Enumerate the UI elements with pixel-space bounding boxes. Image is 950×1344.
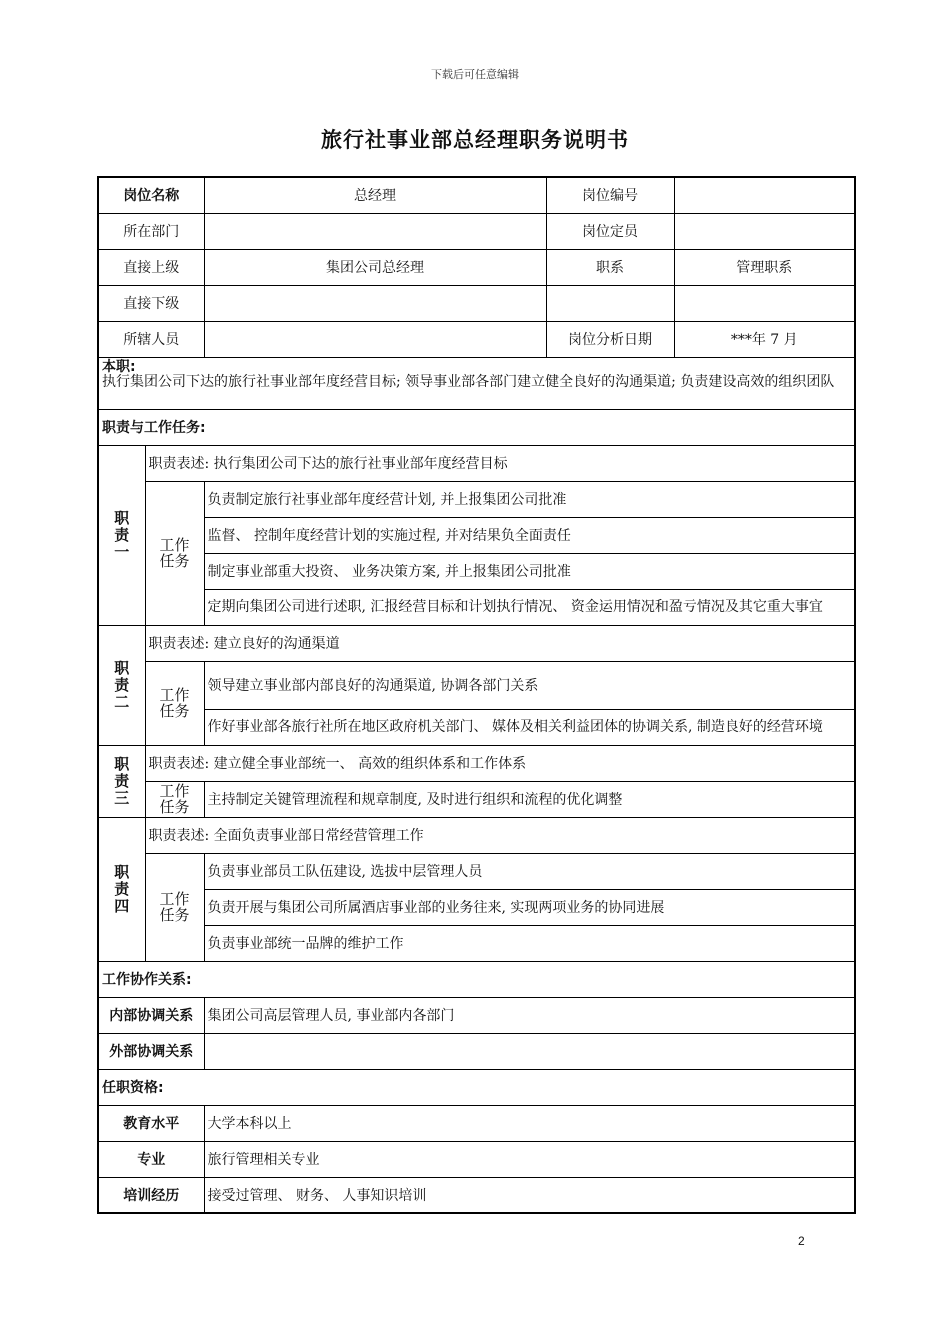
duty-1-label: 职 责 一: [98, 445, 145, 625]
duty-3-task-label: 工作 任务: [145, 781, 204, 817]
duty-2-task-1: 领导建立事业部内部良好的沟通渠道, 协调各部门关系: [204, 661, 855, 709]
internal-collab-label: 内部协调关系: [98, 997, 204, 1033]
job-family-label: 职系: [546, 249, 674, 285]
position-code-value: [674, 177, 855, 213]
core-duty-cell: [98, 357, 855, 409]
duty-4-task-1: 负责事业部员工队伍建设, 选拔中层管理人员: [204, 853, 855, 889]
collaboration-section-row: [98, 961, 855, 997]
duty-2-task-2: 作好事业部各旅行社所在地区政府机关部门、 媒体及相关利益团体的协调关系, 制造良好的经营环境: [204, 709, 855, 745]
duty-3-label: 职 责 三: [98, 745, 145, 817]
duty-2-task-row: [98, 661, 855, 709]
qualifications-section-row: [98, 1069, 855, 1105]
duty-1-statement: 职责表述: 执行集团公司下达的旅行社事业部年度经营目标: [145, 445, 855, 481]
internal-collab-row: [98, 997, 855, 1033]
duty-4-task-row: [98, 853, 855, 889]
core-duty-text: 执行集团公司下达的旅行社事业部年度经营目标; 领导事业部各部门建立健全良好的沟通渠道; 负责建设高效的组织团队: [102, 373, 835, 390]
duty-3-task-row: [98, 781, 855, 817]
empty-cell: [674, 285, 855, 321]
staff-under-value: [204, 321, 546, 357]
duty-1-statement-row: [98, 445, 855, 481]
basic-row-superior: [98, 249, 855, 285]
duty-2-task-label: 工作 任务: [145, 661, 204, 745]
duty-4-statement: 职责表述: 全面负责事业部日常经营管理工作: [145, 817, 855, 853]
duty-4-statement-row: [98, 817, 855, 853]
duty-4-task-3: 负责事业部统一品牌的维护工作: [204, 925, 855, 961]
collaboration-label: 工作协作关系:: [98, 961, 855, 997]
position-code-label: 岗位编号: [546, 177, 674, 213]
duties-section-row: [98, 409, 855, 445]
duty-4-task-2: 负责开展与集团公司所属酒店事业部的业务往来, 实现两项业务的协同进展: [204, 889, 855, 925]
qualifications-label: 任职资格:: [98, 1069, 855, 1105]
duty-4-task-row: [98, 925, 855, 961]
training-label: 培训经历: [98, 1177, 204, 1213]
duty-1-task-1: 负责制定旅行社事业部年度经营计划, 并上报集团公司批准: [204, 481, 855, 517]
external-collab-row: [98, 1033, 855, 1069]
education-value: 大学本科以上: [204, 1105, 855, 1141]
duty-1-task-4: 定期向集团公司进行述职, 汇报经营目标和计划执行情况、 资金运用情况和盈亏情况及其它重大事宜: [204, 589, 855, 625]
duties-section-label: 职责与工作任务:: [98, 409, 855, 445]
external-collab-label: 外部协调关系: [98, 1033, 204, 1069]
duty-2-statement: 职责表述: 建立良好的沟通渠道: [145, 625, 855, 661]
duty-3-statement-row: [98, 745, 855, 781]
duty-3-task-1: 主持制定关键管理流程和规章制度, 及时进行组织和流程的优化调整: [204, 781, 855, 817]
direct-superior-value: 集团公司总经理: [204, 249, 546, 285]
position-name-value: 总经理: [204, 177, 546, 213]
core-duty-label: 本职:: [102, 358, 136, 375]
duty-2-label: 职 责 二: [98, 625, 145, 745]
external-collab-value: [204, 1033, 855, 1069]
major-label: 专业: [98, 1141, 204, 1177]
duty-1-task-row: [98, 553, 855, 589]
duty-1-task-row: [98, 517, 855, 553]
document-title: 旅行社事业部总经理职务说明书: [321, 128, 629, 152]
education-row: [98, 1105, 855, 1141]
duty-1-task-3: 制定事业部重大投资、 业务决策方案, 并上报集团公司批准: [204, 553, 855, 589]
duty-2-task-row: [98, 709, 855, 745]
analysis-date-label: 岗位分析日期: [546, 321, 674, 357]
major-row: [98, 1141, 855, 1177]
duty-4-task-row: [98, 889, 855, 925]
direct-subordinate-label: 直接下级: [98, 285, 204, 321]
basic-row-staff: [98, 321, 855, 357]
education-label: 教育水平: [98, 1105, 204, 1141]
duty-3-statement: 职责表述: 建立健全事业部统一、 高效的组织体系和工作体系: [145, 745, 855, 781]
job-description-table: [97, 176, 856, 1214]
department-label: 所在部门: [98, 213, 204, 249]
job-family-value: 管理职系: [674, 249, 855, 285]
basic-row-subordinate: [98, 285, 855, 321]
internal-collab-value: 集团公司高层管理人员, 事业部内各部门: [204, 997, 855, 1033]
duty-1-task-label: 工作 任务: [145, 481, 204, 625]
department-value: [204, 213, 546, 249]
duty-1-task-2: 监督、 控制年度经营计划的实施过程, 并对结果负全面责任: [204, 517, 855, 553]
major-value: 旅行管理相关专业: [204, 1141, 855, 1177]
headcount-label: 岗位定员: [546, 213, 674, 249]
basic-row-position: [98, 177, 855, 213]
duty-2-statement-row: [98, 625, 855, 661]
staff-under-label: 所辖人员: [98, 321, 204, 357]
direct-subordinate-value: [204, 285, 546, 321]
training-row: [98, 1177, 855, 1213]
training-value: 接受过管理、 财务、 人事知识培训: [204, 1177, 855, 1213]
core-duty-row: [98, 357, 855, 409]
duty-4-task-label: 工作 任务: [145, 853, 204, 961]
analysis-date-value: ***年 7 月: [674, 321, 855, 357]
duty-4-label: 职 责 四: [98, 817, 145, 961]
duty-1-task-row: [98, 481, 855, 517]
duty-1-task-row: [98, 589, 855, 625]
header-note: 下载后可任意编辑: [431, 68, 519, 81]
position-name-label: 岗位名称: [98, 177, 204, 213]
basic-row-department: [98, 213, 855, 249]
empty-cell: [546, 285, 674, 321]
headcount-value: [674, 213, 855, 249]
direct-superior-label: 直接上级: [98, 249, 204, 285]
page-number: 2: [798, 1234, 805, 1248]
